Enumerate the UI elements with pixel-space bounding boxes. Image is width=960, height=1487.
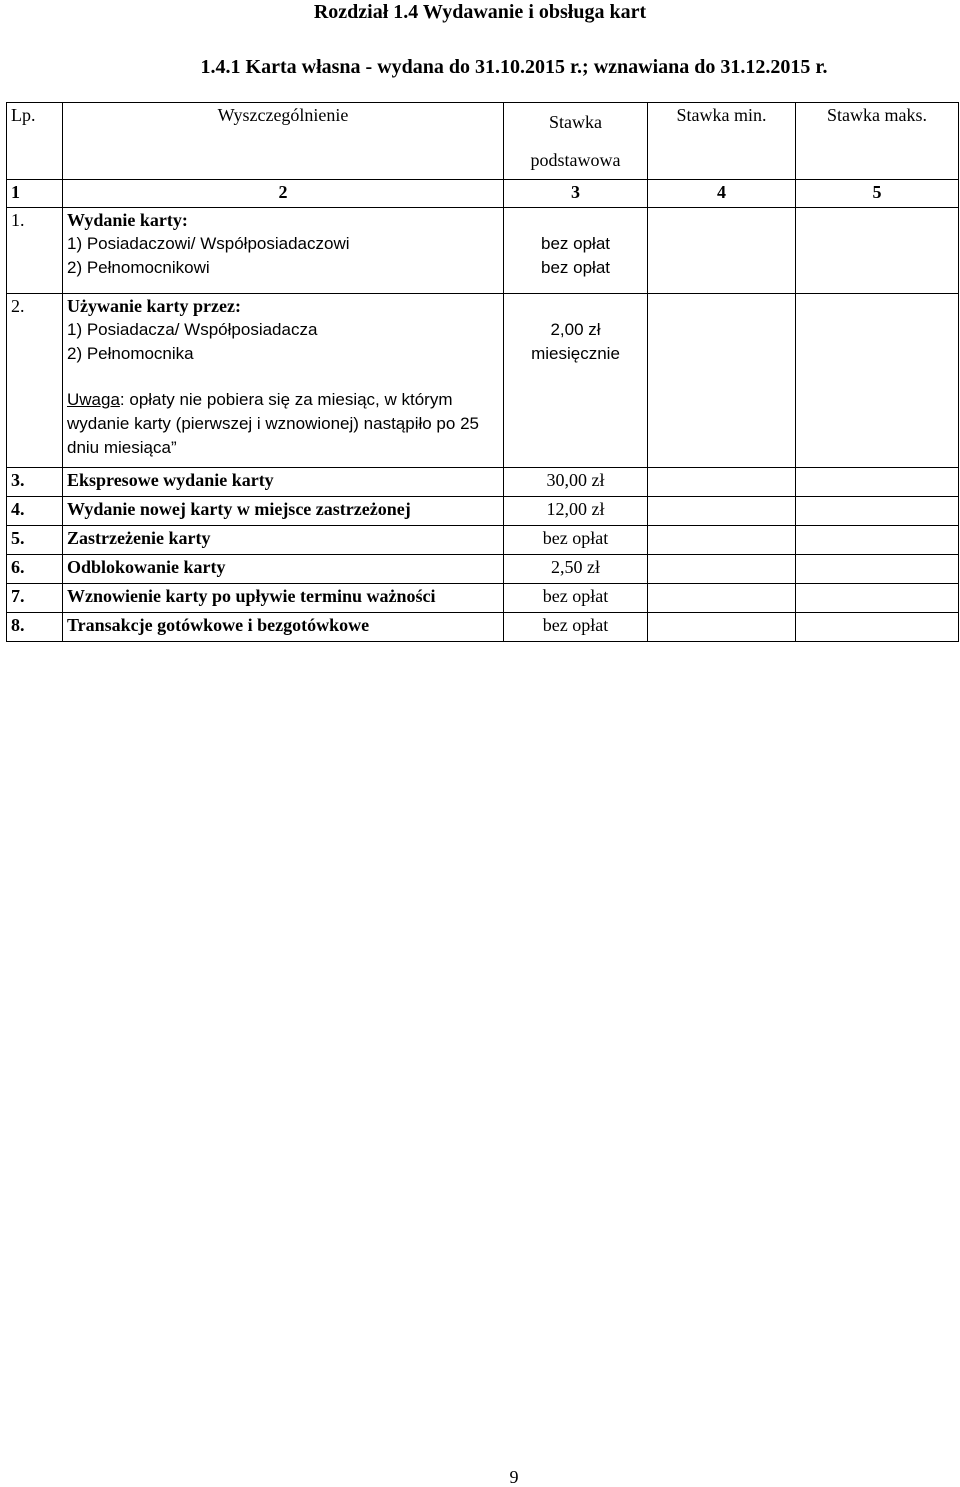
table-row [7, 555, 959, 584]
row-number: 7. [7, 584, 63, 613]
row-item-title: Wydanie karty: [67, 210, 188, 230]
fee-table [6, 102, 959, 642]
row-item-title: Używanie karty przez: [67, 296, 241, 316]
table-row [7, 497, 959, 526]
header-item: Wyszczególnienie [63, 103, 504, 180]
row-item: Wznowienie karty po upływie terminu ważności [63, 584, 504, 613]
row-min-rate [648, 584, 796, 613]
row-item: Zastrzeżenie karty [63, 526, 504, 555]
rate-value: 2,00 zł [550, 320, 601, 339]
row-number: 2. [7, 294, 63, 468]
column-number: 2 [63, 180, 504, 208]
row-item-sub: 2) Pełnomocnika [67, 344, 194, 363]
row-base-rate [504, 208, 648, 294]
row-min-rate [648, 497, 796, 526]
row-max-rate [796, 294, 959, 468]
row-base-rate [504, 294, 648, 468]
row-max-rate [796, 497, 959, 526]
row-number: 6. [7, 555, 63, 584]
row-base-rate: 30,00 zł [504, 468, 648, 497]
table-row [7, 584, 959, 613]
table-row [7, 208, 959, 294]
rate-value: bez opłat [541, 258, 610, 277]
row-max-rate [796, 468, 959, 497]
row-min-rate [648, 208, 796, 294]
row-item: Transakcje gotówkowe i bezgotówkowe [63, 613, 504, 642]
row-base-rate: bez opłat [504, 613, 648, 642]
row-base-rate: bez opłat [504, 584, 648, 613]
header-base-rate: Stawka podstawowa [504, 103, 648, 180]
row-max-rate [796, 526, 959, 555]
column-number: 1 [7, 180, 63, 208]
row-max-rate [796, 584, 959, 613]
row-number: 5. [7, 526, 63, 555]
row-min-rate [648, 526, 796, 555]
row-min-rate [648, 613, 796, 642]
note-label: Uwaga [67, 390, 120, 409]
row-item: Odblokowanie karty [63, 555, 504, 584]
table-header-row [7, 103, 959, 180]
row-base-rate: 2,50 zł [504, 555, 648, 584]
row-note [67, 388, 497, 460]
row-item [63, 208, 504, 294]
header-min-rate: Stawka min. [648, 103, 796, 180]
row-number: 1. [7, 208, 63, 294]
row-item: Ekspresowe wydanie karty [63, 468, 504, 497]
table-row [7, 613, 959, 642]
table-row [7, 468, 959, 497]
row-item: Wydanie nowej karty w miejsce zastrzeżonej [63, 497, 504, 526]
row-max-rate [796, 613, 959, 642]
row-number: 8. [7, 613, 63, 642]
row-min-rate [648, 555, 796, 584]
row-item [63, 294, 504, 468]
table-row [7, 294, 959, 468]
column-number: 4 [648, 180, 796, 208]
row-min-rate [648, 468, 796, 497]
column-number: 5 [796, 180, 959, 208]
row-max-rate [796, 555, 959, 584]
page-number: 9 [509, 1467, 519, 1487]
note-text: : opłaty nie pobiera się za miesiąc, w którym wydanie karty (pierwszej i wznowionej) nastąpiło po 25 dniu miesiąca” [67, 390, 479, 457]
rate-value: miesięcznie [531, 344, 620, 363]
row-min-rate [648, 294, 796, 468]
header-max-rate: Stawka maks. [796, 103, 959, 180]
chapter-title: Rozdział 1.4 Wydawanie i obsługa kart [313, 1, 647, 23]
row-item-sub: 1) Posiadaczowi/ Współposiadaczowi [67, 234, 350, 253]
header-lp: Lp. [7, 103, 63, 180]
row-number: 3. [7, 468, 63, 497]
row-number: 4. [7, 497, 63, 526]
row-item-sub: 2) Pełnomocnikowi [67, 258, 210, 277]
row-base-rate: bez opłat [504, 526, 648, 555]
table-row [7, 526, 959, 555]
row-base-rate: 12,00 zł [504, 497, 648, 526]
rate-value: bez opłat [541, 234, 610, 253]
row-item-sub: 1) Posiadacza/ Współposiadacza [67, 320, 318, 339]
column-number-row [7, 180, 959, 208]
row-max-rate [796, 208, 959, 294]
column-number: 3 [504, 180, 648, 208]
section-title: 1.4.1 Karta własna - wydana do 31.10.2015 r.; wznawiana do 31.12.2015 r. [200, 56, 828, 78]
